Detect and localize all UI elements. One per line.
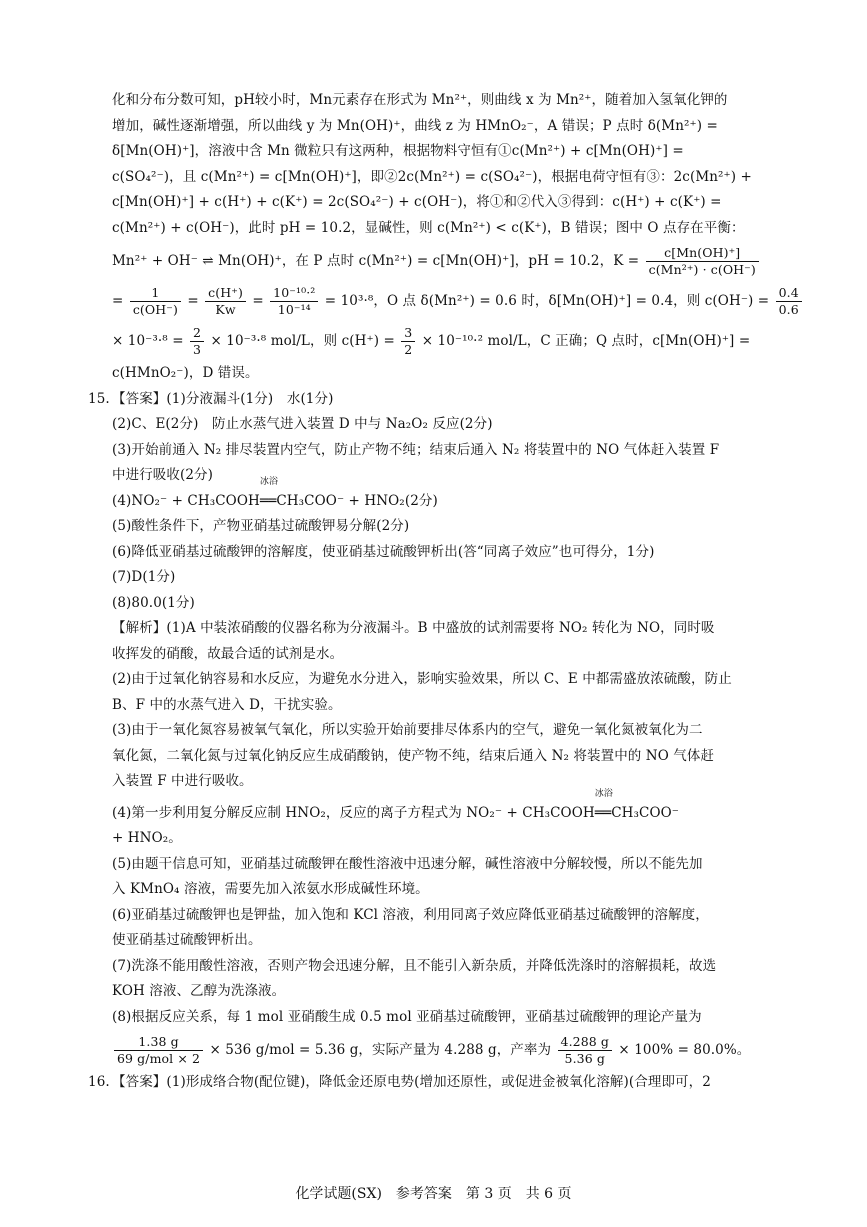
- text-span: (4)NO₂⁻ + CH₃COOH: [112, 492, 260, 509]
- equation-line: [112, 321, 777, 361]
- reaction-condition: 冰浴: [259, 476, 279, 487]
- fraction: [190, 326, 204, 357]
- fraction: [401, 326, 415, 357]
- text-line: c[Mn(OH)⁺] + c(H⁺) + c(K⁺) = 2c(SO₄²⁻) + c(OH⁻)，将①和②代入③得到：c(H⁺) + c(K⁺) =: [112, 194, 722, 210]
- equation-line: [112, 241, 777, 281]
- text-line: 中进行吸收(2分): [112, 467, 214, 483]
- text-line: 化和分布分数可知，pH较小时，Mn元素存在形式为 Mn²⁺，则曲线 x 为 Mn²⁺，随着加入氢氧化钾的: [112, 92, 728, 108]
- text-span: Mn²⁺ + OH⁻ ⇌ Mn(OH)⁺，在 P 点时 c(Mn²⁺) = c[Mn(OH)⁺]，pH = 10.2，K =: [112, 253, 640, 269]
- fraction-denominator: 5.36 g: [564, 1051, 605, 1066]
- text-line: (5)由题干信息可知，亚硝基过硫酸钾在酸性溶液中迅速分解，碱性溶液中分解较慢，所以不能先加: [112, 855, 703, 872]
- equals-sign: ══: [259, 492, 277, 509]
- text-line: (5)酸性条件下，产物亚硝基过硫酸钾易分解(2分): [112, 518, 410, 534]
- text-line: KOH 溶液、乙醇为洗涤液。: [112, 983, 286, 999]
- equation-line: [112, 281, 799, 321]
- fraction-denominator: 0.6: [778, 302, 799, 317]
- fraction-numerator: 10⁻¹⁰·²: [270, 286, 318, 302]
- text-line: (3)开始前通入 N₂ 排尽装置内空气，防止产物不纯；结束后通入 N₂ 将装置中的 NO 气体赶入装置 F: [112, 441, 720, 458]
- text-span: × 536 g/mol = 5.36 g，实际产量为 4.288 g，产率为: [209, 1042, 552, 1058]
- text-span: =: [187, 293, 199, 309]
- text-span: × 100% = 80.0%。: [618, 1042, 751, 1058]
- text-line: 增加，碱性逐渐增强，所以曲线 y 为 Mn(OH)⁺，曲线 z 为 HMnO₂⁻，A 错误；P 点时 δ(Mn²⁺) =: [112, 117, 718, 134]
- fraction-numerator: c[Mn(OH)⁺]: [646, 246, 759, 262]
- text-line: (7)洗涤不能用酸性溶液，否则产物会迅速分解，且不能引入新杂质，并降低洗涤时的溶解损耗，故选: [112, 957, 717, 974]
- text-line: 氧化氮，二氧化氮与过氧化钠反应生成硝酸钠，使产物不纯，结束后通入 N₂ 将装置中的 NO 气体赶: [112, 747, 715, 764]
- fraction-denominator: 10⁻¹⁴: [277, 302, 311, 317]
- fraction-numerator: 4.288 g: [558, 1035, 612, 1051]
- fraction-numerator: 1.38 g: [114, 1035, 203, 1051]
- text-line: c(HMnO₂⁻)，D 错误。: [112, 365, 259, 381]
- text-span: × 10⁻³·⁸ =: [112, 333, 184, 349]
- text-line: (8)80.0(1分): [112, 594, 195, 611]
- fraction-numerator: c(H⁺): [205, 286, 246, 302]
- text-span: 【答案】(1)分液漏斗(1分) 水(1分): [112, 390, 334, 407]
- fraction: [130, 286, 181, 317]
- text-line: c(Mn²⁺) + c(OH⁻)，此时 pH = 10.2，显碱性，则 c(Mn²⁺) < c(K⁺)，B 错误；图中 O 点存在平衡：: [112, 219, 745, 236]
- text-span: CH₃COO⁻ + HNO₂(2分): [276, 492, 438, 509]
- text-line: 收挥发的硝酸，故最合适的试剂是水。: [112, 645, 344, 662]
- text-span: = 10³·⁸，O 点 δ(Mn²⁺) = 0.6 时，δ[Mn(OH)⁺] = 0.4，则 c(OH⁻) =: [324, 293, 770, 309]
- fraction: [114, 1035, 203, 1066]
- text-line: 使亚硝基过硫酸钾析出。: [112, 932, 262, 948]
- fraction-denominator: c(Mn²⁺) · c(OH⁻): [648, 262, 756, 277]
- text-span: CH₃COO⁻: [611, 804, 680, 821]
- text-line: (7)D(1分): [112, 569, 176, 585]
- reaction-condition: 冰浴: [594, 788, 613, 799]
- text-span: =: [112, 293, 124, 309]
- text-span: 【答案】(1)形成络合物(配位键)，降低金还原电势(增加还原性，或促进金被氧化溶解)(合理即可，2: [112, 1074, 711, 1090]
- fraction-numerator: 0.4: [776, 286, 802, 302]
- fraction: [205, 286, 246, 317]
- fraction-denominator: 3: [193, 342, 202, 357]
- question-15-answer: [88, 387, 777, 413]
- fraction: [558, 1035, 612, 1066]
- fraction: [776, 286, 802, 317]
- text-line: (6)降低亚硝基过硫酸钾的溶解度，使亚硝基过硫酸钾析出(答“同离子效应”也可得分，1分): [112, 543, 655, 560]
- equals-sign: ══: [594, 804, 612, 821]
- fraction-numerator: 2: [190, 326, 204, 342]
- reaction-arrow: [259, 476, 279, 515]
- text-span: =: [252, 293, 264, 309]
- text-line: 【解析】(1)A 中装浓硝酸的仪器名称为分液漏斗。B 中盛放的试剂需要将 NO₂ 转化为 NO，同时吸: [112, 620, 715, 636]
- text-line: c(SO₄²⁻)，且 c(Mn²⁺) = c[Mn(OH)⁺]，即②2c(Mn²⁺) = c(SO₄²⁻)，根据电荷守恒有③：2c(Mn²⁺) +: [112, 168, 752, 185]
- fraction: [270, 286, 318, 317]
- page-footer: 化学试题(SX) 参考答案 第 3 页 共 6 页: [295, 1186, 572, 1202]
- fraction-denominator: c(OH⁻): [132, 302, 178, 317]
- question-number: 16.: [88, 1074, 110, 1090]
- text-line: 入 KMnO₄ 溶液，需要先加入浓氨水形成碱性环境。: [112, 881, 429, 897]
- text-line: (3)由于一氧化氮容易被氧气氧化，所以实验开始前要排尽体系内的空气，避免一氧化氮被氧化为二: [112, 722, 703, 738]
- text-span: × 10⁻³·⁸ mol/L，则 c(H⁺) =: [210, 333, 395, 349]
- text-line: (2)C、E(2分) 防止水蒸气进入装置 D 中与 Na₂O₂ 反应(2分): [112, 416, 493, 432]
- question-number: 15.: [88, 390, 110, 407]
- fraction-denominator: Kw: [215, 302, 236, 317]
- text-line: (8)根据反应关系，每 1 mol 亚硝酸生成 0.5 mol 亚硝基过硫酸钾，亚硝基过硫酸钾的理论产量为: [112, 1008, 702, 1025]
- text-line: + HNO₂。: [112, 830, 182, 846]
- text-span: × 10⁻¹⁰·² mol/L，C 正确；Q 点时，c[Mn(OH)⁺] =: [421, 333, 751, 349]
- text-line: B、F 中的水蒸气进入 D，干扰实验。: [112, 696, 342, 713]
- text-line: 入装置 F 中进行吸收。: [112, 773, 253, 789]
- text-line: (6)亚硝基过硫酸钾也是钾盐，加入饱和 KCl 溶液，利用同离子效应降低亚硝基过硫酸钾的溶解度，: [112, 906, 709, 923]
- text-line: (2)由于过氧化钠容易和水反应，为避免水分进入，影响实验效果，所以 C、E 中都需盛放浓硫酸，防止: [112, 671, 732, 687]
- equation-line: [112, 1030, 777, 1070]
- fraction: [646, 246, 759, 277]
- equation-line: [112, 788, 777, 827]
- text-span: (4)第一步利用复分解反应制 HNO₂，反应的离子方程式为 NO₂⁻ + CH₃COOH: [112, 804, 595, 821]
- fraction-numerator: 1: [130, 286, 181, 302]
- fraction-numerator: 3: [401, 326, 415, 342]
- fraction-denominator: 69 g/mol × 2: [117, 1051, 201, 1066]
- text-line: δ[Mn(OH)⁺]，溶液中含 Mn 微粒只有这两种，根据物料守恒有①c(Mn²⁺) + c[Mn(OH)⁺] =: [112, 143, 684, 159]
- question-16-answer: [88, 1070, 777, 1096]
- reaction-arrow: [594, 788, 613, 827]
- fraction-denominator: 2: [404, 342, 413, 357]
- equation-line: [112, 476, 777, 515]
